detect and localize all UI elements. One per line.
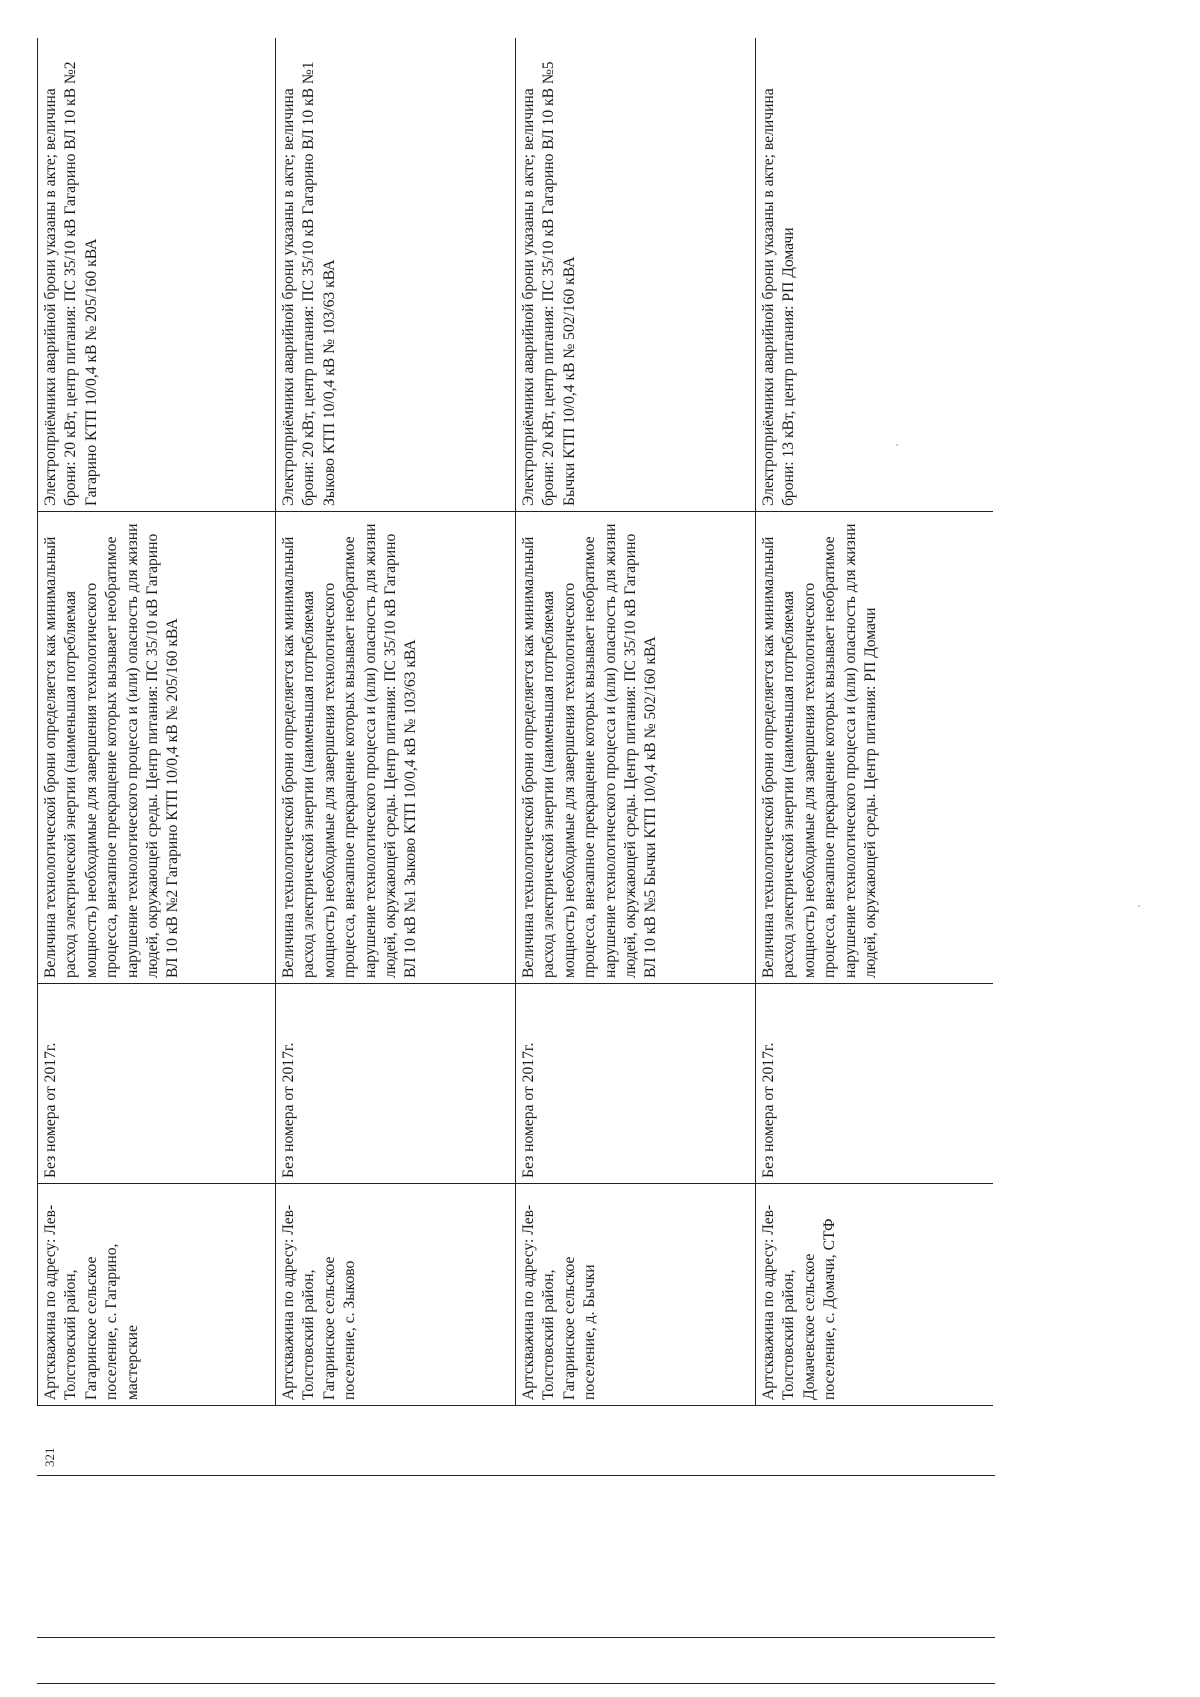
emergency-reserve-cell: Электроприёмники аварийной брони указаны в акте; величина брони: 13 кВт, центр питания: РП Домачи — [756, 38, 994, 512]
emergency-reserve-cell: Электроприёмники аварийной брони указаны в акте; величина брони: 20 кВт, центр питания: ПС 35/10 кВ Гагарино ВЛ 10 кВ №1 Зыково КТП 10/0,4 кВ № 103/63 кВА — [276, 38, 516, 512]
rule-line-top — [37, 1475, 995, 1476]
address-cell: Артскважина по адресу: Лев-Толстовский район, Домачевское сельское поселение, с. Домачи, СТФ — [756, 1184, 994, 1406]
emergency-reserve-cell: Электроприёмники аварийной брони указаны в акте; величина брони: 20 кВт, центр питания: ПС 35/10 кВ Гагарино ВЛ 10 кВ №5 Бычки КТП 10/0,4 кВ № 502/160 кВА — [516, 38, 756, 512]
rule-line-bottom — [37, 1683, 995, 1684]
scan-speck — [1138, 905, 1140, 907]
table-row — [38, 38, 276, 1406]
address-cell: Артскважина по адресу: Лев-Толстовский район, Гагаринское сельское поселение, с. Гагарино, мастерские — [38, 1184, 276, 1406]
tech-reserve-cell: Величина технологической брони определяется как минимальный расход электрической энергии (наименьшая потребляемая мощность) необходимые для завершения технологического процесса, внезапное прекращение которых вызывает необратимое нарушение технологического процесса и (или) опасность для жизни людей, окружающей среды. Центр питания: ПС 35/10 кВ Гагарино ВЛ 10 кВ №1 Зыково КТП 10/0,4 кВ № 103/63 кВА — [276, 512, 516, 984]
act-cell: Без номера от 2017г. — [516, 984, 756, 1184]
address-cell: Артскважина по адресу: Лев-Толстовский район, Гагаринское сельское поселение, с. Зыково — [276, 1184, 516, 1406]
tech-reserve-cell: Величина технологической брони определяется как минимальный расход электрической энергии (наименьшая потребляемая мощность) необходимые для завершения технологического процесса, внезапное прекращение которых вызывает необратимое нарушение технологического процесса и (или) опасность для жизни людей, окружающей среды. Центр питания: ПС 35/10 кВ Гагарино ВЛ 10 кВ №5 Бычки КТП 10/0,4 кВ № 502/160 кВА — [516, 512, 756, 984]
emergency-reserve-cell: Электроприёмники аварийной брони указаны в акте; величина брони: 20 кВт, центр питания: ПС 35/10 кВ Гагарино ВЛ 10 кВ №2 Гагарино КТП 10/0,4 кВ № 205/160 кВА — [38, 38, 276, 512]
scan-speck — [896, 444, 898, 446]
tech-reserve-cell: Величина технологической брони определяется как минимальный расход электрической энергии (наименьшая потребляемая мощность) необходимые для завершения технологического процесса, внезапное прекращение которых вызывает необратимое нарушение технологического процесса и (или) опасность для жизни людей, окружающей среды. Центр питания: ПС 35/10 кВ Гагарино ВЛ 10 кВ №2 Гагарино КТП 10/0,4 кВ № 205/160 кВА — [38, 512, 276, 984]
act-cell: Без номера от 2017г. — [276, 984, 516, 1184]
table-row — [516, 38, 756, 1406]
act-cell: Без номера от 2017г. — [756, 984, 994, 1184]
table-row — [756, 38, 994, 1406]
reserve-table — [37, 38, 993, 1406]
act-cell: Без номера от 2017г. — [38, 984, 276, 1184]
rotated-table-frame — [37, 38, 993, 1406]
tech-reserve-cell: Величина технологической брони определяется как минимальный расход электрической энергии (наименьшая потребляемая мощность) необходимые для завершения технологического процесса, внезапное прекращение которых вызывает необратимое нарушение технологического процесса и (или) опасность для жизни людей, окружающей среды. Центр питания: РП Домачи — [756, 512, 994, 984]
address-cell: Артскважина по адресу: Лев-Толстовский район, Гагаринское сельское поселение, д. Бычки — [516, 1184, 756, 1406]
page-number: 321 — [42, 1447, 57, 1467]
rule-line-middle — [37, 1637, 995, 1638]
table-row — [276, 38, 516, 1406]
rotated-table-content — [37, 38, 993, 1406]
